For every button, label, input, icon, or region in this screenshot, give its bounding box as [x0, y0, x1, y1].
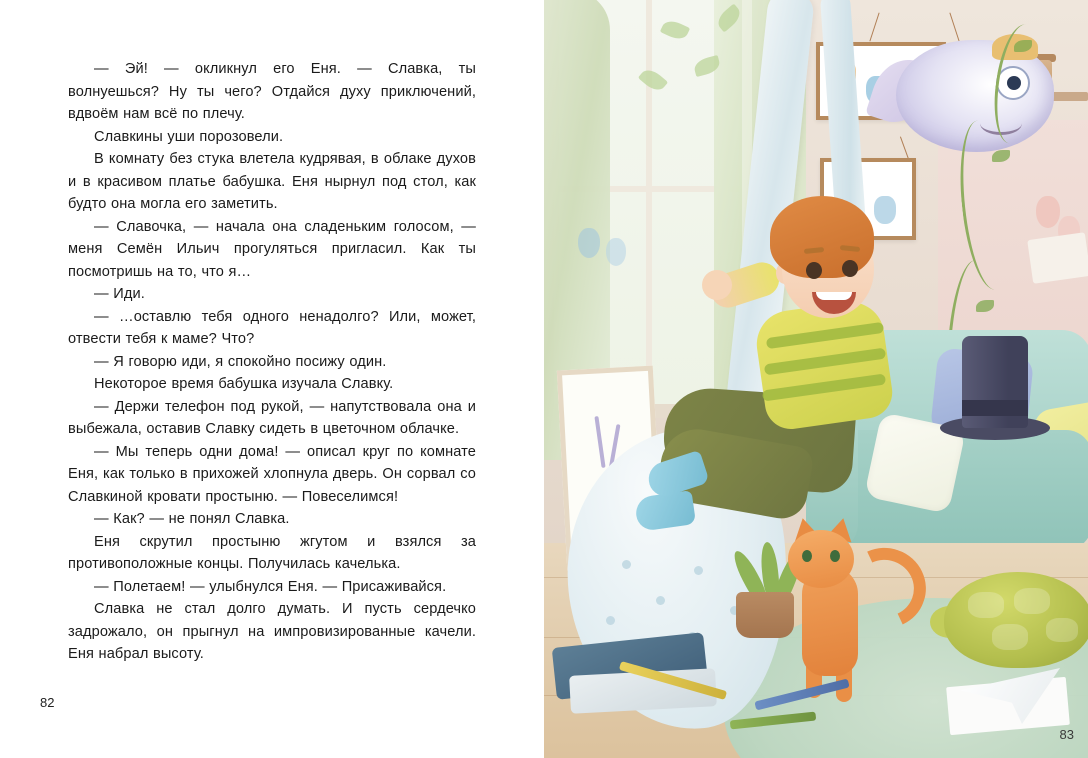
boy-hand [702, 270, 732, 300]
sheet-dot [622, 560, 631, 569]
boy-hair [770, 196, 874, 278]
right-page [544, 0, 1088, 758]
paragraph: Славка не стал долго думать. И пусть сердечко задрожало, он прыгнул на импровизированные качели. Еня набрал высоту. [68, 601, 476, 662]
cat-eye [802, 550, 812, 562]
body-text-column [68, 58, 476, 666]
paragraph: Еня скрутил простыню жгутом и взялся за противоположные концы. Получилась качелька. [68, 533, 476, 572]
paragraph: — Эй! — окликнул его Еня. — Славка, ты волнуешься? Ну ты чего? Отдайся духу приключений, вдвоём нам всё по плечу. [68, 61, 476, 122]
page-number-right: 83 [1059, 727, 1074, 742]
boy-eye [806, 262, 822, 279]
handprint-art [874, 196, 896, 224]
illustration [544, 0, 1088, 758]
paragraph: — Иди. [94, 286, 145, 302]
turtle-shell-plate [1046, 618, 1078, 642]
cat-eye [830, 550, 840, 562]
paragraph: — Славочка, — начала она сладеньким голосом, — меня Семён Ильич прогуляться пригласил. Как ты посмотришь на то, что я… [68, 218, 476, 280]
boy-eye [842, 260, 858, 277]
window-mullion-vertical [646, 0, 652, 407]
paragraph: — Я говорю иди, я спокойно посижу один. [94, 353, 387, 370]
shelf-book [1027, 232, 1088, 284]
paragraph: В комнату без стука влетела кудрявая, в облаке духов и в красивом платье бабушка. Еня нырнул под стол, как будто она могла его заметить. [68, 151, 476, 212]
page-number-left: 82 [40, 695, 55, 710]
paragraph: — Полетаем! — улыбнулся Еня. — Присаживайся. [94, 578, 447, 595]
flower-pot [736, 592, 794, 638]
top-hat-band [962, 400, 1028, 416]
paragraph: Славкины уши порозовели. [94, 128, 284, 145]
paragraph: — Мы теперь одни дома! — описал круг по комнате Еня, как только в прихожей хлопнула дверь. Он сорвал со Славкиной кровати простыню. — Повеселимся! [68, 443, 476, 505]
sheet-dot [694, 566, 703, 575]
turtle-shell-plate [968, 592, 1004, 618]
handprint-decor [606, 238, 626, 266]
paragraph: Некоторое время бабушка изучала Славку. [94, 376, 394, 392]
turtle-shell-plate [1014, 588, 1050, 614]
paragraph: — …оставлю тебя одного ненадолго? Или, может, отвести тебя к маме? Что? [68, 308, 476, 347]
paragraph: — Держи телефон под рукой, — напутствовала она и выбежала, оставив Славку сидеть в цветочном облачке. [68, 398, 476, 437]
sheet-dot [656, 596, 665, 605]
sheet-dot [606, 616, 615, 625]
handprint-decor [578, 228, 600, 258]
turtle-shell-plate [992, 624, 1028, 650]
cat-head [788, 530, 854, 588]
handprint-decor [1036, 196, 1060, 228]
paragraph: — Как? — не понял Славка. [94, 511, 290, 527]
